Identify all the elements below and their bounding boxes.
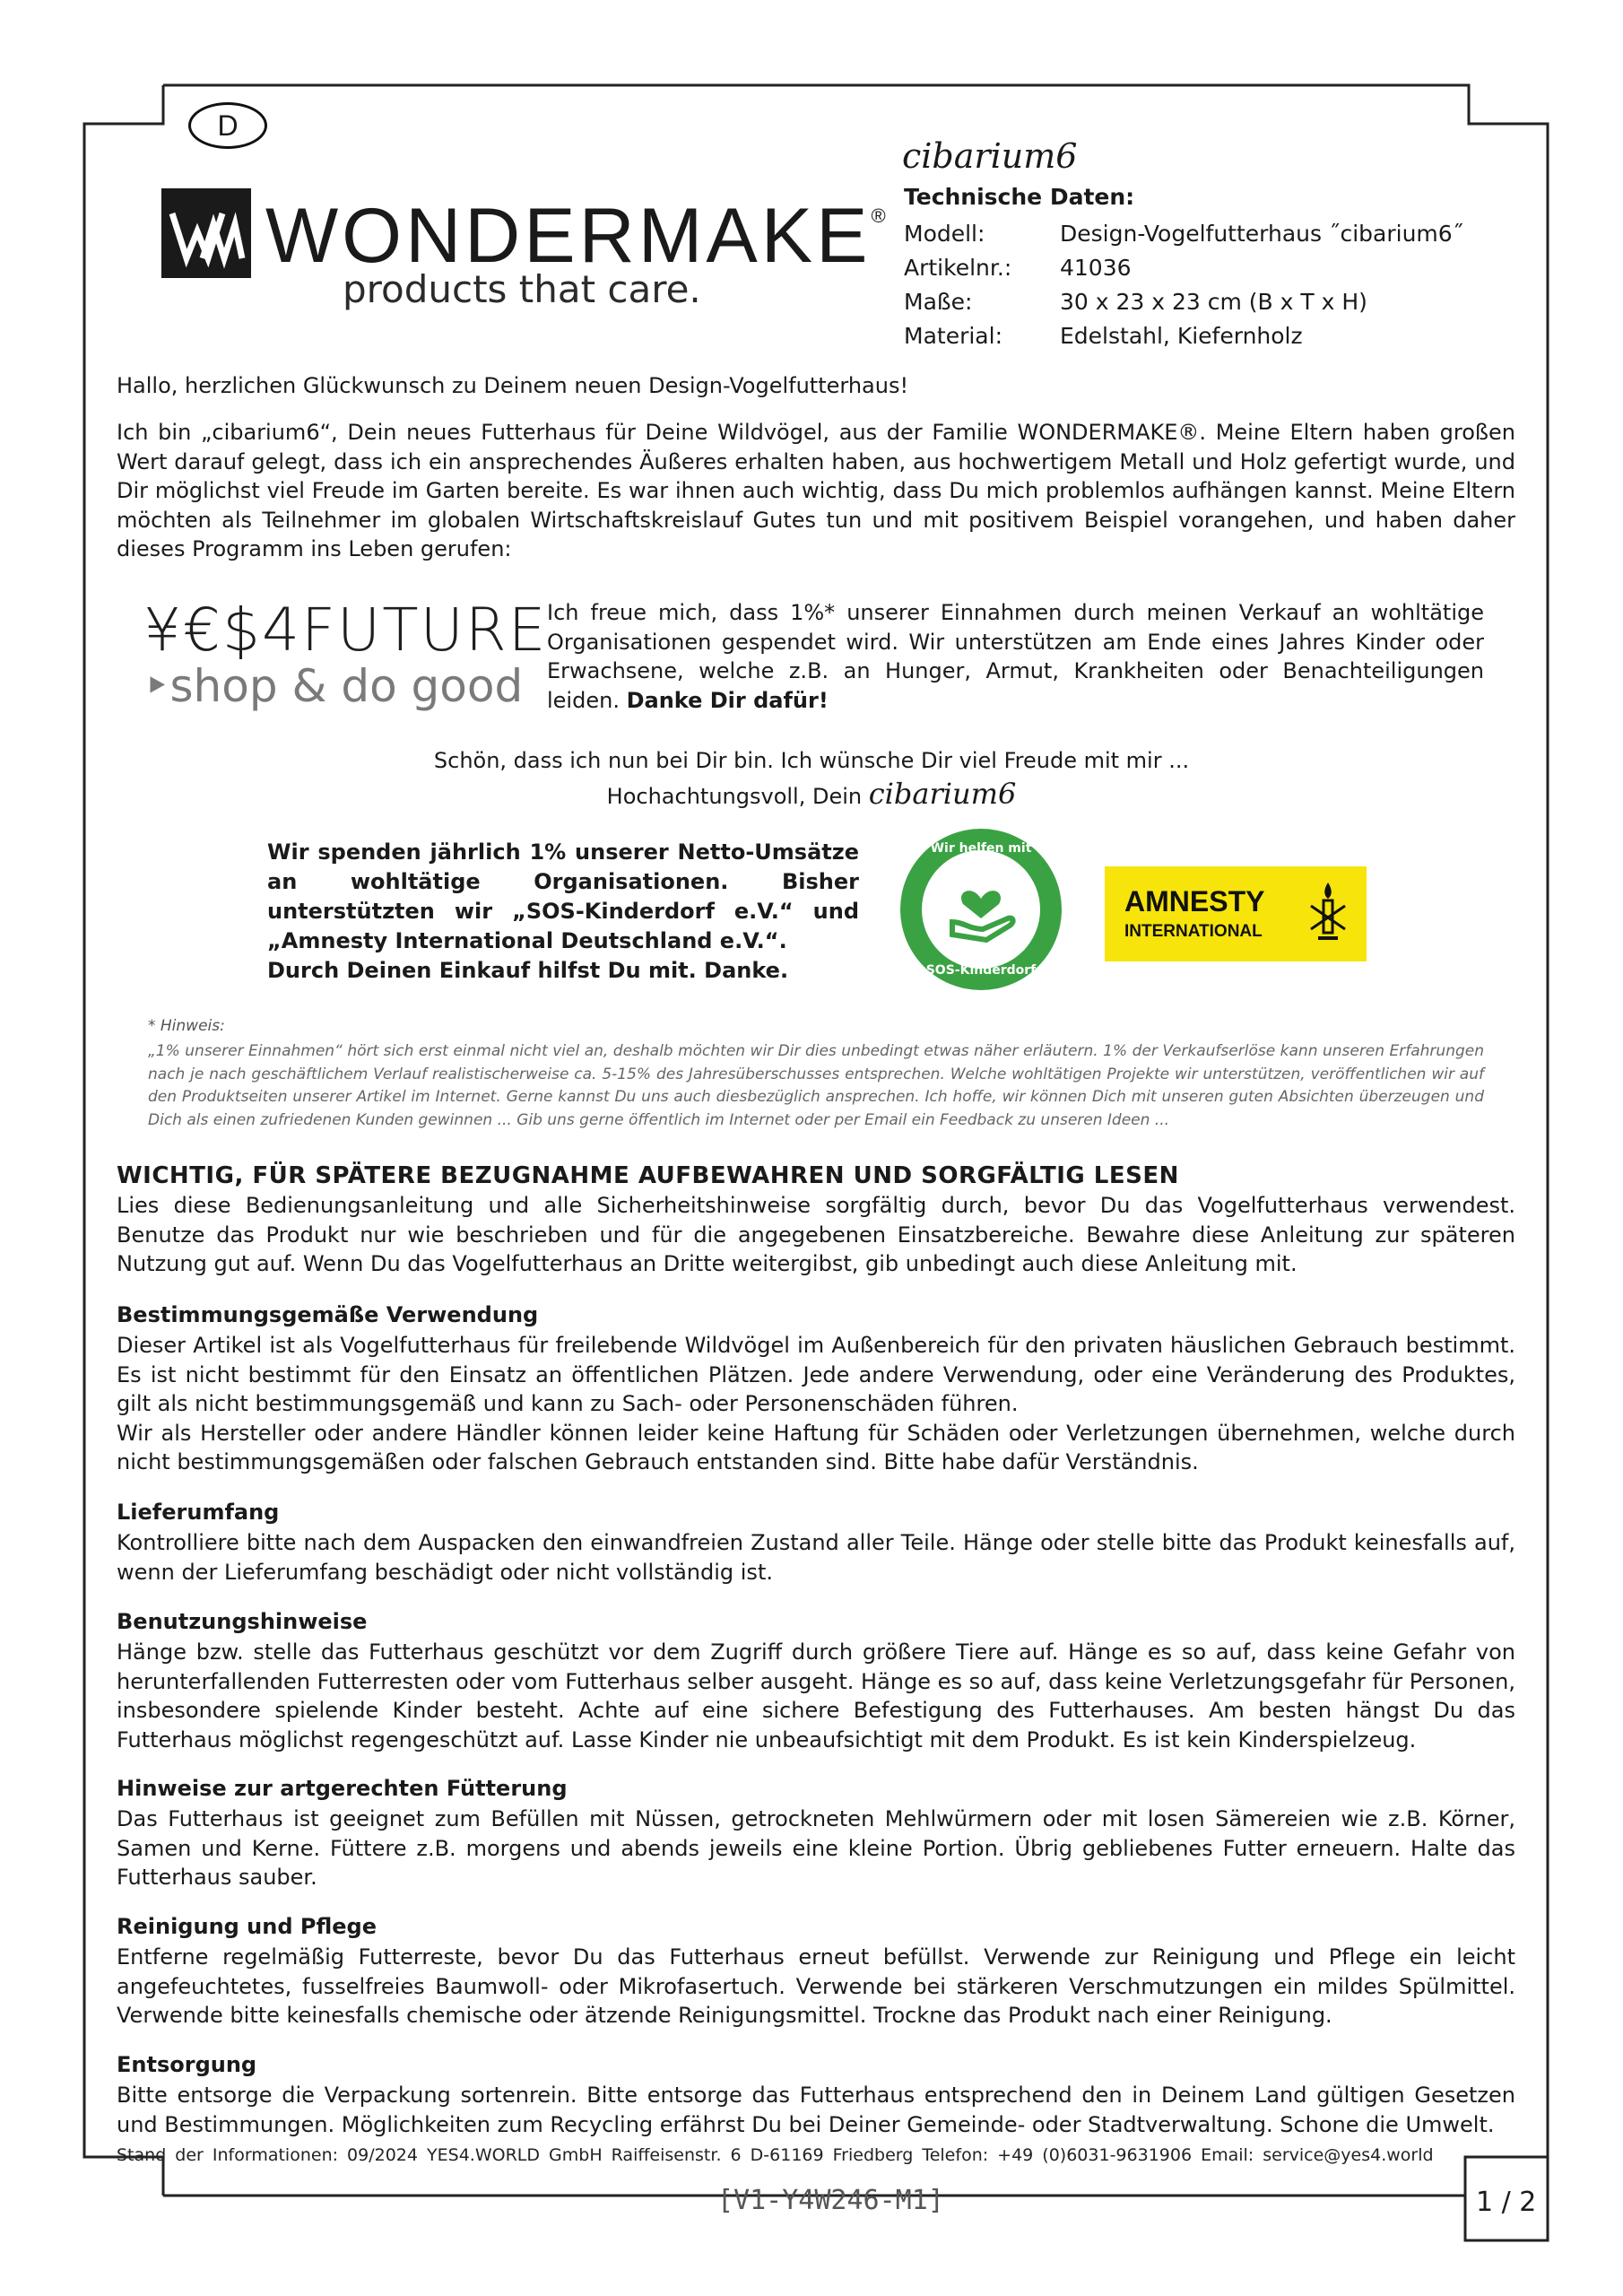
main-heading: WICHTIG, FÜR SPÄTERE BEZUGNAHME AUFBEWAHREN UND SORGFÄLTIG LESEN — [117, 1162, 1179, 1189]
brand-tagline: products that care. — [343, 267, 701, 311]
spec-row-dimensions: Maße: 30 x 23 x 23 cm (B x T x H) — [904, 289, 1367, 315]
donation-text: Wir spenden jährlich 1% unserer Netto-Umsätze an wohltätige Organisationen. Bisher unterstützten wir „SOS-Kinderdorf e.V.“ und „Amnesty International Deutschland e.V.“. Durch Deinen Einkauf hilfst Du mit. Danke. — [267, 839, 859, 983]
amnesty-candle-icon — [1306, 879, 1350, 951]
yes4future-logo: ¥€$4FUTURE — [143, 596, 548, 665]
section-text-delivery: Kontrolliere bitte nach dem Auspacken den einwandfreien Zustand aller Teile. Hänge oder stelle bitte das Produkt keinesfalls auf, wenn der Lieferumfang beschädigt oder nicht vollständig ist. — [117, 1530, 1515, 1585]
section-text-hints: Hänge bzw. stelle das Futterhaus geschützt vor dem Zugriff durch größere Tiere auf. Hänge es so auf, dass keine Gefahr von herunterfallenden Futterresten oder vom Futterhaus selber ausgeht. Hänge es so auf, dass keine Verletzungsgefahr für Personen, insbesondere spielende Kinder besteht. Achte auf eine sichere Befestigung des Futterhauses. Am besten hängst Du das Futterhaus möglichst regengeschützt auf. Lasse Kinder nie unbeaufsichtigt mit dem Produkt. Es ist kein Kinderspielzeug. — [117, 1639, 1515, 1752]
page-number: 1 / 2 — [1476, 2187, 1537, 2218]
section-title-feeding: Hinweise zur artgerechten Fütterung — [117, 1776, 568, 1801]
amnesty-line-1: AMNESTY — [1124, 885, 1265, 918]
spec-row-material: Material: Edelstahl, Kiefernholz — [904, 323, 1303, 349]
intro-paragraph: Ich bin „cibarium6“, Dein neues Futterhaus für Deine Wildvögel, aus der Familie WONDERMAKE®. Meine Eltern haben großen Wert darauf gelegt, dass ich ein ansprechendes Äußeres erhalten haben, aus hochwertigem Metall und Holz gefertigt wurde, und Dir möglichst viel Freude im Garten bereite. Es war ihnen auch wichtig, dass Du mich problemlos aufhängen kannst. Meine Eltern möchten als Teilnehmer im globalen Wirtschaftskreislauf Gutes tun und mit positivem Beispiel vorangehen, und haben daher dieses Programm ins Leben gerufen: — [117, 420, 1515, 562]
greeting: Hallo, herzlichen Glückwunsch zu Deinem neuen Design-Vogelfutterhaus! — [117, 373, 909, 398]
section-text-cleaning: Entferne regelmäßig Futterreste, bevor Du das Futterhaus erneut befüllst. Verwende zur Reinigung und Pflege ein leicht angefeuchtetes, fusselfreies Baumwoll- oder Mikrofasertuch. Verwende bei stärkeren Verschmutzungen ein mildes Spülmittel. Verwende bitte keinesfalls chemische oder ätzende Reinigungsmittel. Trockne das Produkt nach einer Reinigung. — [117, 1944, 1515, 2029]
spec-row-model: Modell: Design-Vogelfutterhaus ˝cibarium6˝ — [904, 221, 1464, 247]
amnesty-line-2: INTERNATIONAL — [1124, 922, 1263, 941]
brand-name: WONDERMAKE® — [265, 193, 890, 279]
footer-info: Stand der Informationen: 09/2024 YES4.WORLD GmbH Raiffeisenstr. 6 D-61169 Friedberg Telefon: +49 (0)6031-9631906 Email: service@yes4.world — [117, 2145, 1434, 2165]
section-text-disposal: Bitte entsorge die Verpackung sortenrein. Bitte entsorge das Futterhaus entsprechend den in Deinem Land gültigen Gesetzen und Bestimmungen. Möglichkeiten zum Recycling erfährst Du bei Deiner Gemeinde- oder Stadtverwaltung. Schone die Umwelt. — [117, 2083, 1515, 2137]
product-name-script: cibarium6 — [902, 136, 1078, 176]
main-text: Lies diese Bedienungsanleitung und alle Sicherheitshinweise sorgfältig durch, bevor Du das Vogelfutterhaus verwendest. Benutze das Produkt nur wie beschrieben und für die angegebenen Einsatzbereiche. Bewahre diese Anleitung zur späteren Nutzung gut auf. Wenn Du das Vogelfutterhaus an Dritte weitergibst, gib unbedingt auch diese Anleitung mit. — [117, 1193, 1515, 1277]
yes4future-subtitle: ‣shop & do good — [143, 660, 524, 712]
yes4future-text: Ich freue mich, dass 1%* unserer Einnahmen durch meinen Verkauf an wohltätige Organisationen gespendet wird. Wir unterstützen am Ende eines Jahres Kinder oder Erwachsene, welche z.B. an Hunger, Armut, Krankheiten oder Benachteiligungen leiden. Danke Dir dafür! — [547, 600, 1484, 713]
section-title-cleaning: Reinigung und Pflege — [117, 1914, 378, 1939]
wondermake-logo-mark — [161, 188, 251, 278]
sos-badge-bottom-text: SOS-Kinderdorf — [925, 963, 1037, 978]
language-badge: D — [188, 102, 267, 149]
wm-monogram-icon — [161, 188, 251, 278]
closing-line-1: Schön, dass ich nun bei Dir bin. Ich wünsche Dir viel Freude mit mir ... — [433, 748, 1190, 773]
spec-row-article: Artikelnr.: 41036 — [904, 255, 1132, 281]
note-text: „1% unserer Einnahmen“ hört sich erst einmal nicht viel an, deshalb möchten wir Dir dies unbedingt etwas näher erläutern. 1% der Verkaufserlöse kann unseren Erfahrungen nach je nach geschäftlichem Verlauf realistischerweise ca. 5-15% des Jahresüberschusses entsprechen. Welche wohltätigen Projekte wir unterstützen, veröffentlichen wir auf den Produktseiten unserer Artikel im Internet. Gerne kannst Du uns auch diesbezüglich ansprechen. Ich hoffe, wir können Dich mit unseren guten Absichten überzeugen und Dich als einen zufriedenen Kunden gewinnen ... Gib uns gerne öffentlich im Internet oder per Email ein Feedback zu unseren Ideen ... — [148, 1042, 1484, 1129]
section-text-feeding: Das Futterhaus ist geeignet zum Befüllen mit Nüssen, getrockneten Mehlwürmern oder mit losen Sämereien wie z.B. Körner, Samen und Kerne. Füttere z.B. morgens und abends jeweils eine kleine Portion. Übrig gebliebenes Futter erneuern. Halte das Futterhaus sauber. — [117, 1806, 1515, 1891]
section-text-usage: Dieser Artikel ist als Vogelfutterhaus für freilebende Wildvögel im Außenbereich für den privaten häuslichen Gebrauch bestimmt. Es ist nicht bestimmt für den Einsatz an öffentlichen Plätzen. Jede andere Verwendung, oder eine Veränderung des Produktes, gilt als nicht bestimmungsgemäß und kann zu Sach- oder Personenschäden führen. Wir als Hersteller oder andere Händler können leider keine Haftung für Schäden oder Verletzungen übernehmen, welche durch nicht bestimmungsgemäßen oder falschen Gebrauch entstanden sind. Bitte habe dafür Verständnis. — [117, 1333, 1515, 1475]
section-title-hints: Benutzungshinweise — [117, 1609, 368, 1634]
section-title-delivery: Lieferumfang — [117, 1500, 280, 1525]
section-title-usage: Bestimmungsgemäße Verwendung — [117, 1302, 539, 1327]
document-code: [V1-Y4W246-M1] — [717, 2185, 944, 2216]
specs-title: Technische Daten: — [904, 184, 1135, 210]
sos-badge-top-text: Wir helfen mit — [930, 841, 1032, 856]
closing-line-2: Hochachtungsvoll, Dein cibarium6 — [606, 777, 1017, 811]
note-heading: * Hinweis: — [148, 1017, 225, 1035]
section-title-disposal: Entsorgung — [117, 2052, 257, 2077]
sos-kinderdorf-badge — [900, 829, 1062, 990]
